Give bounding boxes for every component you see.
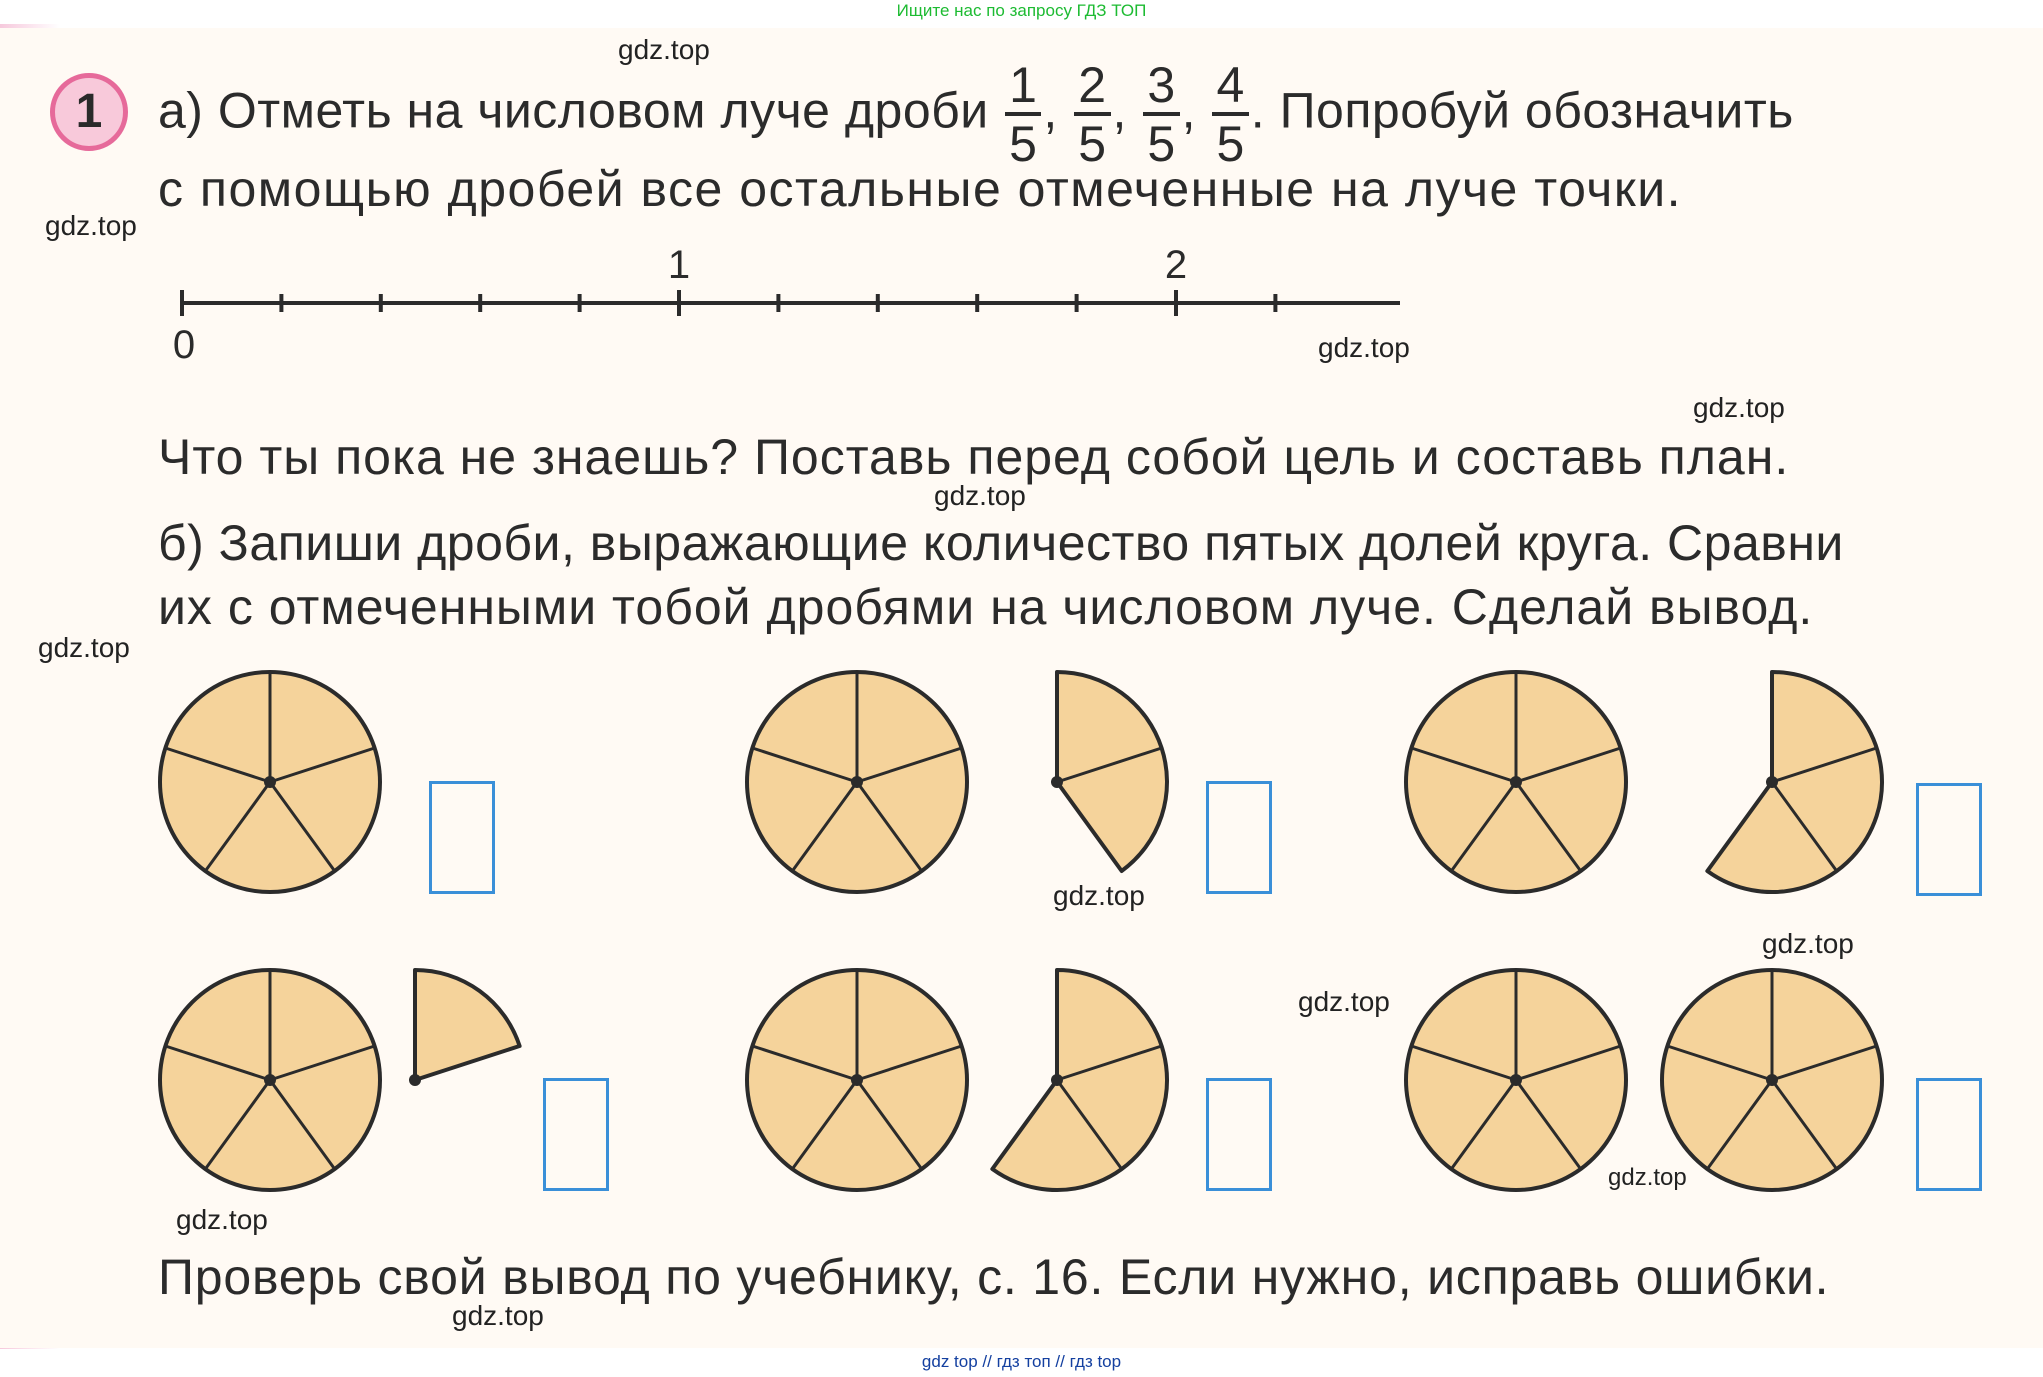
answer-box-6[interactable] xyxy=(1916,1078,1982,1191)
partial-circle-2-fifths xyxy=(1057,672,1167,871)
part-a-prefix: а) Отметь на числовом луче дроби xyxy=(158,82,989,139)
part-a-line-1: а) Отметь на числовом луче дроби $\frac{1}{5}$ , $\frac{2}{5}$ , $\frac{3}{5}$ , $\frac{4}{5}$ . Попробуй обозначить xyxy=(158,57,1794,172)
center-dot xyxy=(264,776,276,788)
watermark: gdz.top xyxy=(1298,986,1390,1017)
center-dot xyxy=(1510,776,1522,788)
answer-box-3[interactable] xyxy=(1916,783,1982,896)
partial-circle-3-fifths xyxy=(1707,672,1882,892)
watermark: gdz.top xyxy=(1762,928,1854,959)
answer-box-4[interactable] xyxy=(543,1078,609,1191)
part-b-line-1: б) Запиши дроби, выражающие количество пятых долей круга. Сравни xyxy=(158,515,1844,571)
watermark: gdz.top xyxy=(45,210,137,241)
watermark: gdz.top xyxy=(38,632,130,663)
watermark: gdz.top xyxy=(934,480,1026,511)
exercise-number-badge: 1 xyxy=(50,73,128,151)
center-dot xyxy=(1766,776,1778,788)
top-banner[interactable]: Ищите нас по запросу ГДЗ ТОП xyxy=(0,0,2043,24)
part-a-suffix: Попробуй обозначить xyxy=(1279,82,1794,139)
center-dot xyxy=(1051,1074,1063,1086)
answer-box-2[interactable] xyxy=(1206,781,1272,894)
fraction-4-5: $\frac{4}{5}$ xyxy=(1212,60,1248,169)
answer-box-1[interactable] xyxy=(429,781,495,894)
ray-label-2: 2 xyxy=(1164,243,1188,287)
answer-box-5[interactable] xyxy=(1206,1078,1272,1191)
partial-circle-1-fifth xyxy=(415,970,520,1080)
part-b-line-2: их с отмеченными тобой дробями на числовом луче. Сделай вывод. xyxy=(158,579,1814,635)
watermark: gdz.top xyxy=(1608,1164,1687,1191)
watermark: gdz.top xyxy=(452,1300,544,1331)
center-dot xyxy=(409,1074,421,1086)
center-dot xyxy=(1051,776,1063,788)
ray-label-0: 0 xyxy=(172,323,196,367)
question-line: Что ты пока не знаешь? Поставь перед собой цель и составь план. xyxy=(158,429,1790,485)
footer-line: Проверь свой вывод по учебнику, с. 16. Если нужно, исправь ошибки. xyxy=(158,1249,1830,1305)
center-dot xyxy=(1510,1074,1522,1086)
center-dot xyxy=(851,1074,863,1086)
center-dot xyxy=(264,1074,276,1086)
watermark: gdz.top xyxy=(1318,332,1410,363)
fraction-1-5: $\frac{1}{5}$ xyxy=(1005,60,1041,169)
ray-label-1: 1 xyxy=(667,243,691,287)
watermark: gdz.top xyxy=(1693,392,1785,423)
fraction-3-5: $\frac{3}{5}$ xyxy=(1143,60,1179,169)
part-a-line-2: с помощью дробей все остальные отмеченные на луче точки. xyxy=(158,161,1683,217)
center-dot xyxy=(851,776,863,788)
watermark: gdz.top xyxy=(176,1204,268,1235)
fraction-2-5: $\frac{2}{5}$ xyxy=(1074,60,1110,169)
partial-circle-3-fifths xyxy=(992,970,1167,1190)
watermark: gdz.top xyxy=(618,34,710,65)
center-dot xyxy=(1766,1074,1778,1086)
watermark: gdz.top xyxy=(1053,880,1145,911)
bottom-banner[interactable]: gdz top // гдз топ // гдз top xyxy=(0,1349,2043,1377)
